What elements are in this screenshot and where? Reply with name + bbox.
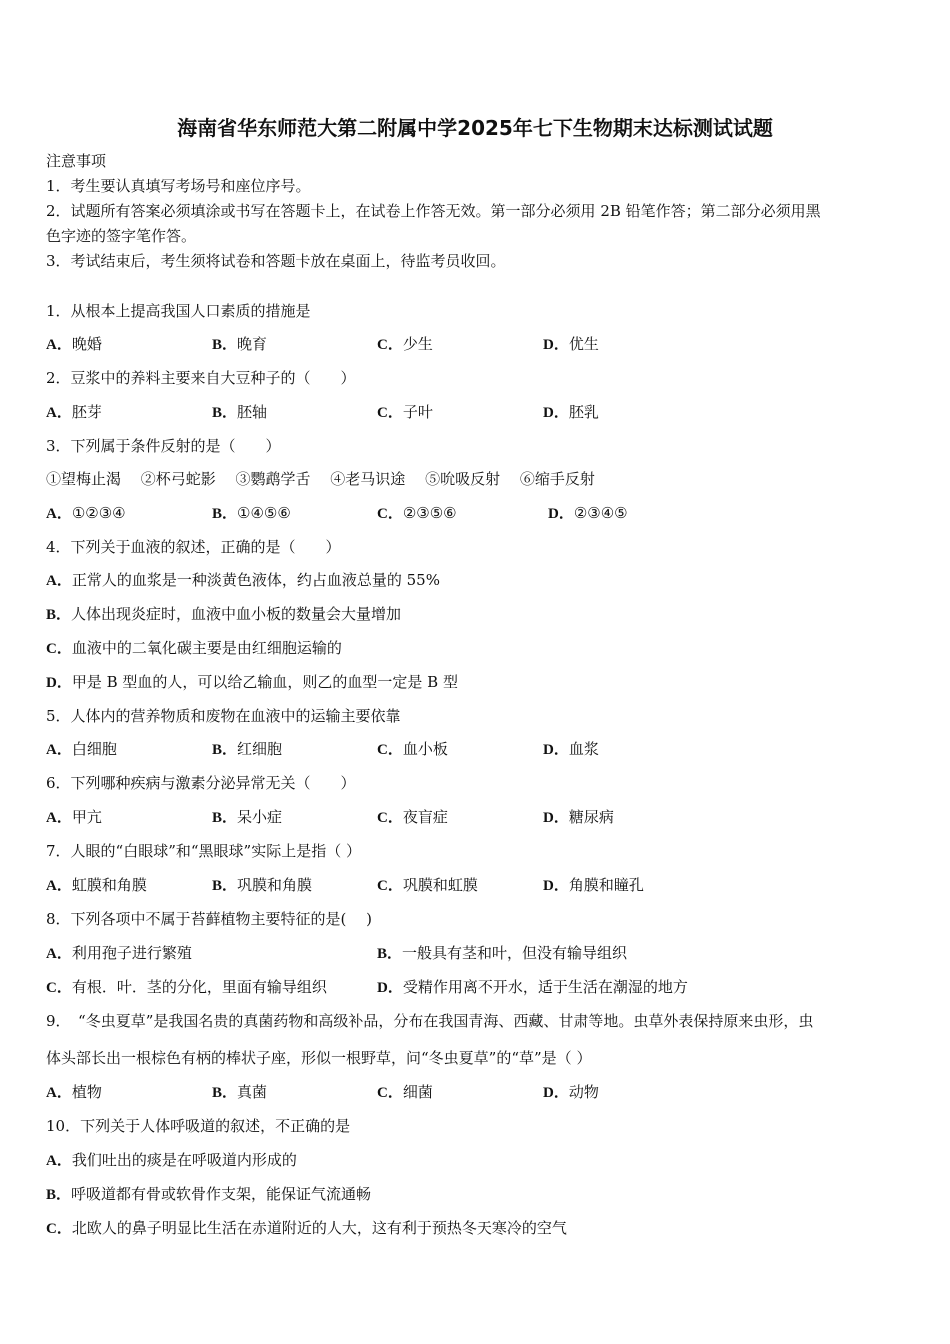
option xyxy=(212,807,282,828)
option-label: D． xyxy=(543,405,569,421)
option-label: D． xyxy=(548,506,574,522)
option-text: 植物 xyxy=(71,1083,102,1101)
option xyxy=(46,875,147,896)
option xyxy=(377,739,448,760)
option-label: D． xyxy=(377,980,403,996)
option xyxy=(46,1082,102,1103)
option xyxy=(212,875,312,896)
question-stem: 1．从根本上提高我国人口素质的措施是 xyxy=(46,302,311,320)
option xyxy=(543,807,614,828)
option xyxy=(543,1082,599,1103)
option-label: A． xyxy=(46,337,72,353)
option-text: ①②③④ xyxy=(71,504,126,522)
option-text: 甲是 B 型血的人，可以给乙输血，则乙的血型一定是 B 型 xyxy=(71,673,458,691)
option-label: D． xyxy=(543,878,569,894)
option-label: D． xyxy=(543,337,569,353)
option-text: ②③⑤⑥ xyxy=(402,504,457,522)
option xyxy=(212,503,291,524)
notice-item: 2．试题所有答案必须填涂或书写在答题卡上，在试卷上作答无效。第一部分必须用 2B 铅笔作答；第二部分必须用黑 xyxy=(46,202,821,220)
option-text: 胚芽 xyxy=(71,403,102,421)
option-label: A． xyxy=(46,405,72,421)
option xyxy=(46,604,401,625)
option xyxy=(377,1082,433,1103)
option-label: B． xyxy=(46,607,72,623)
option xyxy=(46,739,117,760)
question-stem: 8．下列各项中不属于苔藓植物主要特征的是( ) xyxy=(46,910,373,928)
option-text: 人体出现炎症时，血液中血小板的数量会大量增加 xyxy=(71,605,402,623)
option-label: B． xyxy=(212,506,238,522)
question-stem: 5．人体内的营养物质和废物在血液中的运输主要依靠 xyxy=(46,707,401,725)
option-label: C． xyxy=(377,506,403,522)
option-text: 动物 xyxy=(568,1083,599,1101)
option xyxy=(543,739,599,760)
option xyxy=(377,875,478,896)
option xyxy=(548,503,628,524)
option xyxy=(212,739,282,760)
option-text: 有根．叶．茎的分化，里面有输导组织 xyxy=(71,978,327,996)
option-label: B． xyxy=(212,878,238,894)
option-label: C． xyxy=(46,641,72,657)
option xyxy=(46,570,440,591)
option-label: A． xyxy=(46,1153,72,1169)
option-label: B． xyxy=(212,810,238,826)
option-text: 正常人的血浆是一种淡黄色液体，约占血液总量的 55% xyxy=(71,571,440,589)
option xyxy=(543,334,599,355)
option xyxy=(46,1150,297,1171)
option-label: C． xyxy=(377,1085,403,1101)
question-stem: 6．下列哪种疾病与激素分泌异常无关（ ） xyxy=(46,774,356,792)
option-label: A． xyxy=(46,1085,72,1101)
option-text: 呼吸道都有骨或软骨作支架，能保证气流通畅 xyxy=(71,1185,372,1203)
notice-item: 色字迹的签字笔作答。 xyxy=(46,227,197,245)
option xyxy=(46,638,342,659)
option-label: A． xyxy=(46,506,72,522)
option-label: D． xyxy=(543,1085,569,1101)
option-text: 胚轴 xyxy=(237,403,268,421)
question-stem: 4．下列关于血液的叙述，正确的是（ ） xyxy=(46,538,341,556)
option-text: 血小板 xyxy=(402,740,448,758)
option-label: C． xyxy=(46,980,72,996)
option-text: 角膜和瞳孔 xyxy=(568,876,644,894)
question-sub-items: ①望梅止渴 ②杯弓蛇影 ③鹦鹉学舌 ④老马识途 ⑤吮吸反射 ⑥缩手反射 xyxy=(46,470,595,488)
option-text: 我们吐出的痰是在呼吸道内形成的 xyxy=(71,1151,297,1169)
question-stem: 10．下列关于人体呼吸道的叙述，不正确的是 xyxy=(46,1117,351,1135)
option-text: 白细胞 xyxy=(71,740,117,758)
option-text: 晚育 xyxy=(237,335,268,353)
option-text: 利用孢子进行繁殖 xyxy=(71,944,192,962)
option-text: 虹膜和角膜 xyxy=(71,876,147,894)
option xyxy=(212,334,267,355)
option-text: 红细胞 xyxy=(237,740,283,758)
option-text: 晚婚 xyxy=(71,335,102,353)
question-stem: 9． “冬虫夏草”是我国名贵的真菌药物和高级补品，分布在我国青海、西藏、甘肃等地。虫草外表保持原来虫形，虫 xyxy=(46,1012,814,1030)
option-label: C． xyxy=(377,337,403,353)
option-label: A． xyxy=(46,742,72,758)
option-label: D． xyxy=(46,675,72,691)
option-label: B． xyxy=(377,946,403,962)
option-label: C． xyxy=(377,810,403,826)
option-label: B． xyxy=(46,1187,72,1203)
option xyxy=(46,977,327,998)
option-text: 胚乳 xyxy=(568,403,599,421)
option-label: B． xyxy=(212,337,238,353)
option-text: 一般具有茎和叶，但没有输导组织 xyxy=(402,944,628,962)
option-text: 子叶 xyxy=(402,403,433,421)
question-stem-continued: 体头部长出一根棕色有柄的棒状子座，形似一根野草，问“冬虫夏草”的“草”是（ ） xyxy=(46,1049,592,1067)
notice-heading: 注意事项 xyxy=(46,152,107,170)
option-label: A． xyxy=(46,878,72,894)
option-text: 糖尿病 xyxy=(568,808,614,826)
notice-item: 3．考试结束后，考生须将试卷和答题卡放在桌面上，待监考员收回。 xyxy=(46,252,506,270)
option xyxy=(212,402,267,423)
option-text: 甲亢 xyxy=(71,808,102,826)
question-stem: 7．人眼的“白眼球”和“黑眼球”实际上是指（ ） xyxy=(46,842,361,860)
option xyxy=(46,1218,567,1239)
option-text: ②③④⑤ xyxy=(573,504,628,522)
option-text: ①④⑤⑥ xyxy=(237,504,291,522)
option-label: A． xyxy=(46,573,72,589)
option xyxy=(46,807,102,828)
option-label: C． xyxy=(46,1221,72,1237)
option-label: C． xyxy=(377,878,403,894)
option-label: D． xyxy=(543,810,569,826)
option-text: 血浆 xyxy=(568,740,599,758)
option-text: 北欧人的鼻子明显比生活在赤道附近的人大，这有利于预热冬天寒冷的空气 xyxy=(71,1219,567,1237)
option xyxy=(377,807,448,828)
question-stem: 2．豆浆中的养料主要来自大豆种子的（ ） xyxy=(46,369,356,387)
option xyxy=(377,402,433,423)
option-text: 受精作用离不开水，适于生活在潮湿的地方 xyxy=(402,978,688,996)
option-label: C． xyxy=(377,742,403,758)
option-label: A． xyxy=(46,946,72,962)
option xyxy=(46,402,102,423)
option xyxy=(377,503,457,524)
option xyxy=(377,334,433,355)
option xyxy=(377,977,688,998)
option-label: C． xyxy=(377,405,403,421)
option xyxy=(212,1082,267,1103)
page-title: 海南省华东师范大第二附属中学2025年七下生物期末达标测试试题 xyxy=(177,116,773,140)
option xyxy=(377,943,627,964)
option-label: A． xyxy=(46,810,72,826)
option-text: 巩膜和角膜 xyxy=(237,876,313,894)
option-label: B． xyxy=(212,405,238,421)
option-text: 优生 xyxy=(568,335,599,353)
option-text: 细菌 xyxy=(402,1083,433,1101)
option xyxy=(46,1184,371,1205)
option-text: 血液中的二氧化碳主要是由红细胞运输的 xyxy=(71,639,342,657)
option-label: B． xyxy=(212,742,238,758)
option xyxy=(46,334,102,355)
option-label: B． xyxy=(212,1085,238,1101)
notice-item: 1．考生要认真填写考场号和座位序号。 xyxy=(46,177,311,195)
option-text: 夜盲症 xyxy=(402,808,448,826)
option xyxy=(46,672,458,693)
option xyxy=(543,402,599,423)
option xyxy=(46,503,126,524)
option xyxy=(46,943,192,964)
question-stem: 3．下列属于条件反射的是（ ） xyxy=(46,437,281,455)
option-text: 真菌 xyxy=(237,1083,268,1101)
option-text: 巩膜和虹膜 xyxy=(402,876,478,894)
option-text: 少生 xyxy=(402,335,433,353)
option-text: 呆小症 xyxy=(237,808,283,826)
option xyxy=(543,875,644,896)
option-label: D． xyxy=(543,742,569,758)
